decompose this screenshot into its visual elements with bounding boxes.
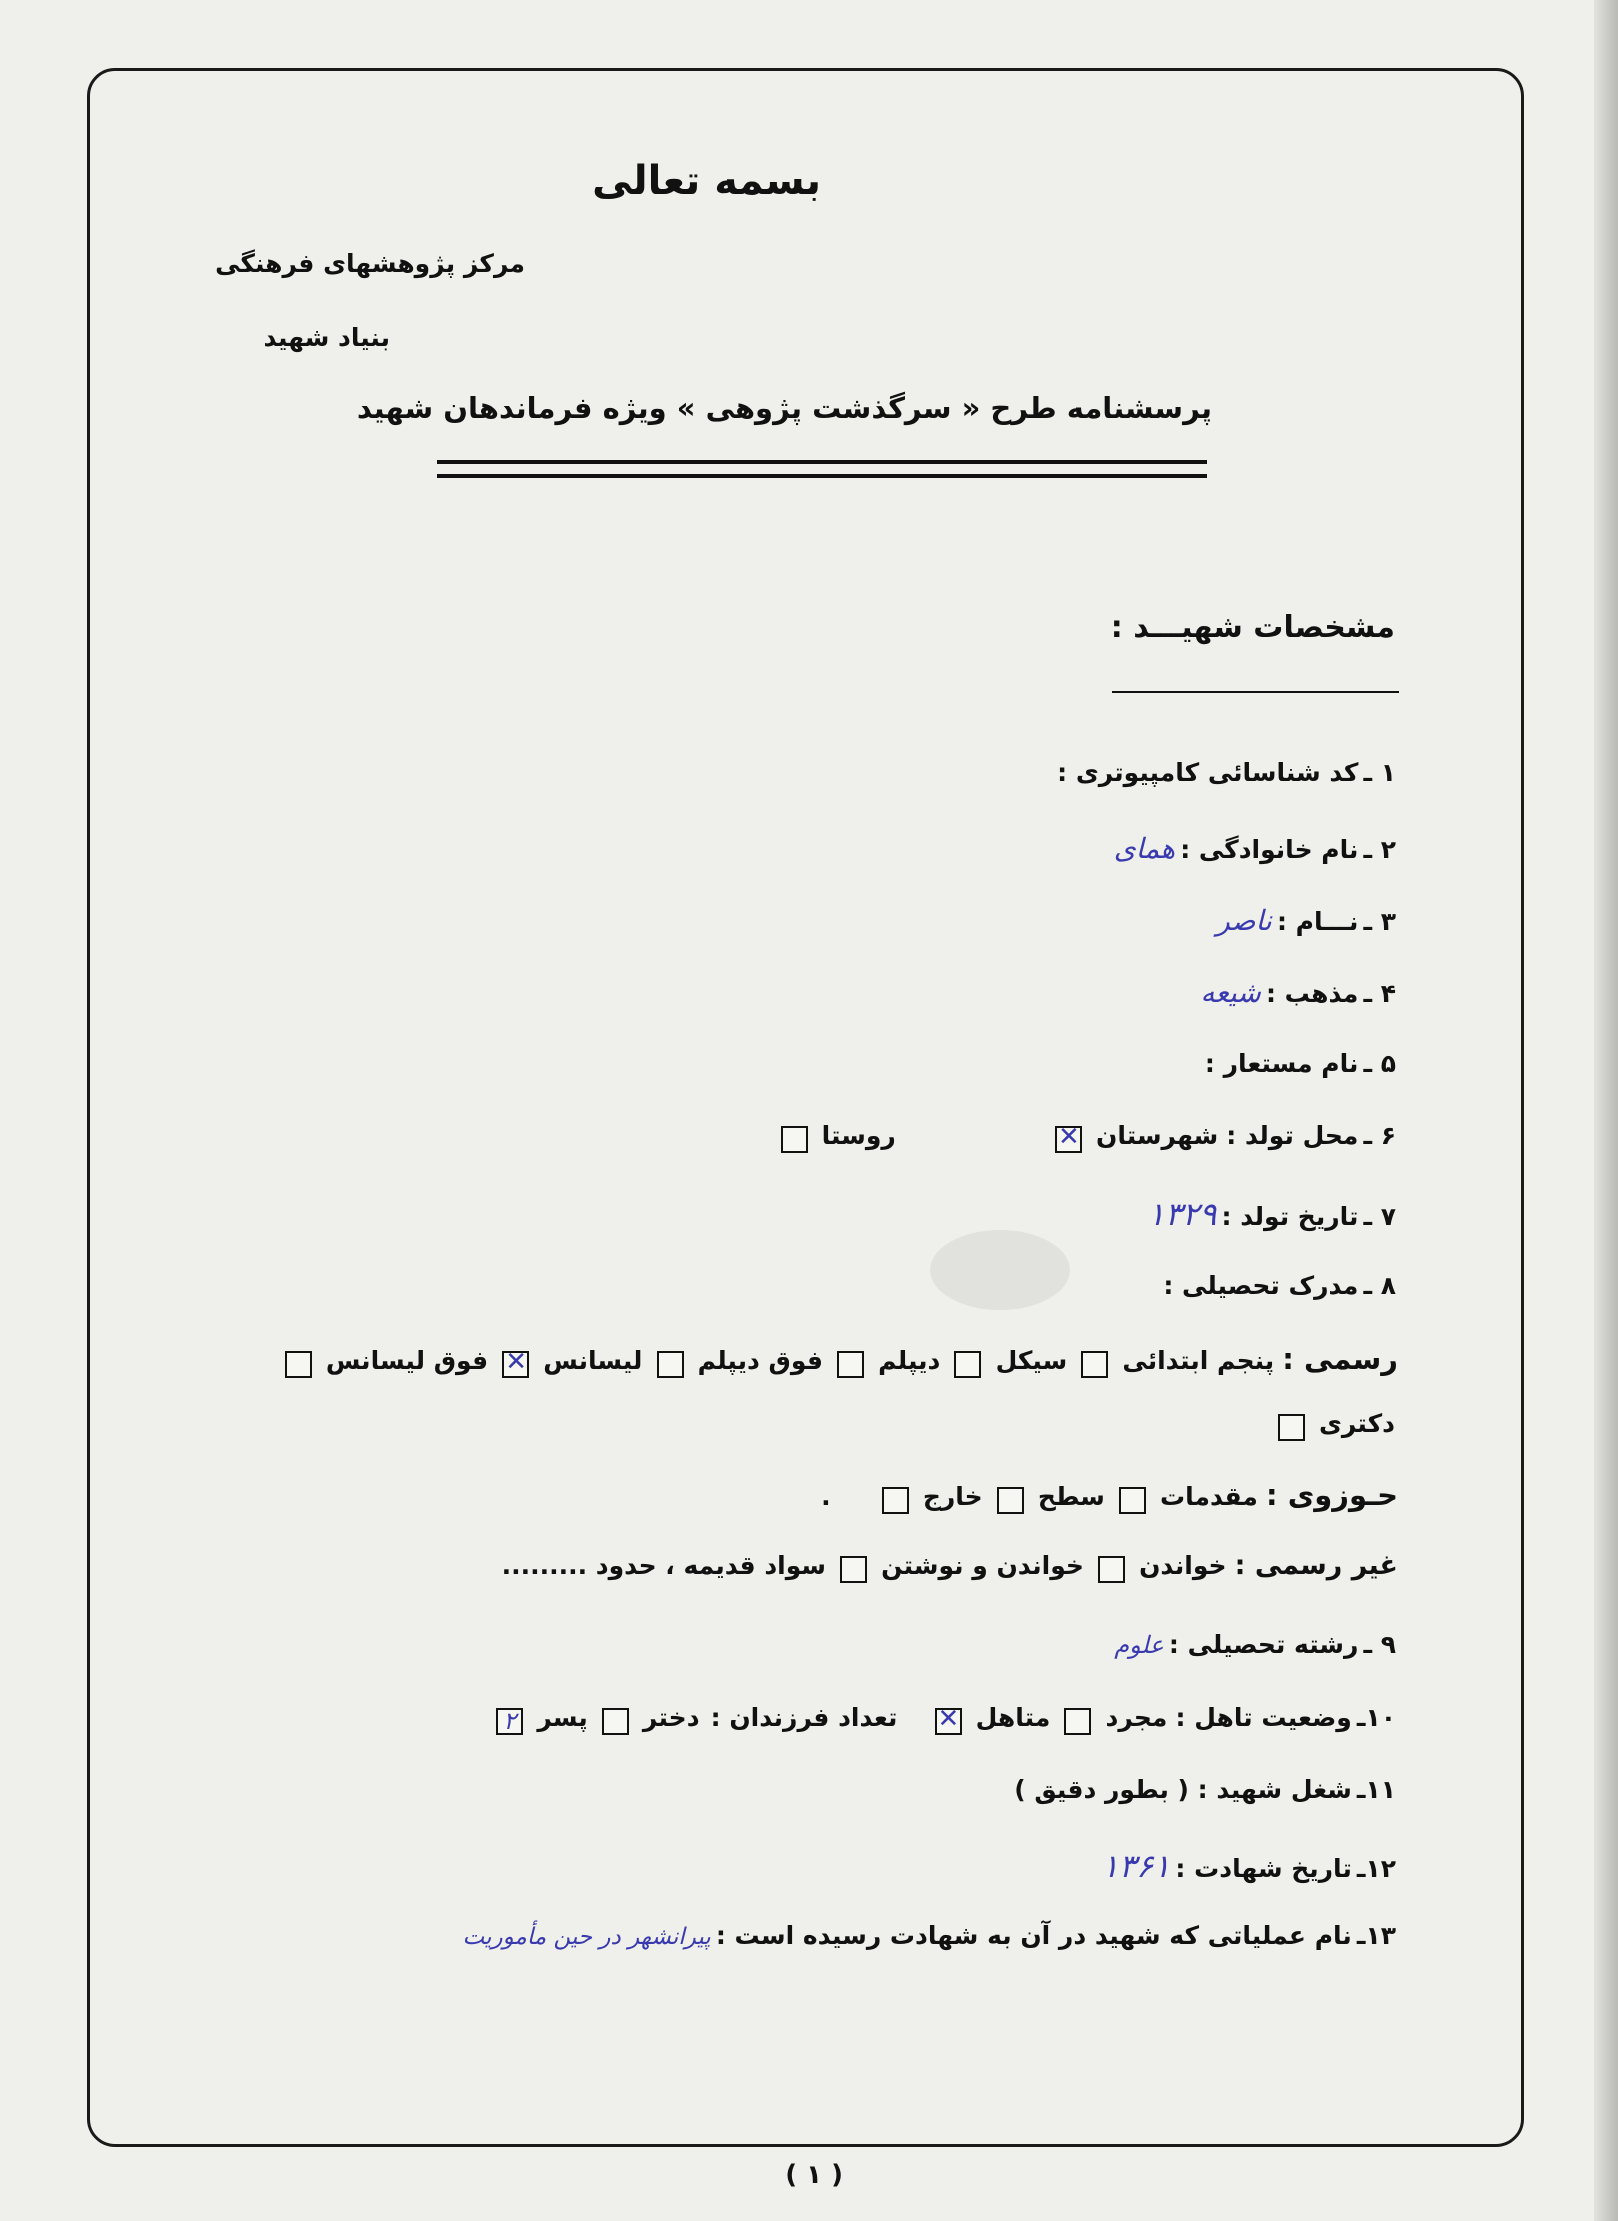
option-label-single: مجرد: [1105, 1703, 1168, 1732]
field-number: ۱ ـ: [1363, 758, 1396, 787]
family-name-value[interactable]: هماى: [1113, 832, 1176, 865]
option-label-advanced: خارج: [922, 1482, 983, 1511]
option-label-introductory: مقدمات: [1160, 1482, 1258, 1511]
religion-value[interactable]: شیعه: [1200, 976, 1261, 1009]
formal-education-row: [279, 1342, 1398, 1378]
field-label: شغل شهید : ( بطور دقیق ): [1014, 1775, 1352, 1804]
field-label: کد شناسائی کامپیوتری :: [1057, 758, 1359, 787]
org-name-research-center: مرکز پژوهشهای فرهنگی: [215, 249, 525, 278]
section-rule: [1112, 691, 1399, 693]
field-label: محل تولد :: [1226, 1121, 1359, 1150]
field-birth-date: [1148, 1195, 1396, 1233]
informal-label: غیر رسمی :: [1234, 1550, 1398, 1581]
field-first-name: [1216, 904, 1396, 937]
seminary-label: حـوزوی :: [1266, 1478, 1398, 1512]
birth-date-value[interactable]: ۱۳۲۹: [1147, 1195, 1217, 1233]
checkbox-intermediate[interactable]: [997, 1487, 1024, 1514]
checkbox-introductory[interactable]: [1119, 1487, 1146, 1514]
checkbox-master[interactable]: [285, 1351, 312, 1378]
field-number: ۲ ـ: [1363, 835, 1396, 864]
field-religion: [1200, 976, 1396, 1009]
page-edge: [1594, 0, 1618, 2221]
field-label: رشته تحصیلی :: [1168, 1630, 1359, 1659]
field-number: ۸ ـ: [1363, 1271, 1396, 1300]
field-birthplace: [775, 1121, 1396, 1153]
field-number: ۶ ـ: [1363, 1121, 1396, 1150]
org-name-martyr-foundation: بنیاد شهید: [263, 323, 390, 352]
option-label-reading-writing: خواندن و نوشتن: [881, 1551, 1084, 1580]
option-label-village: روستا: [821, 1121, 896, 1150]
field-number: ۴ ـ: [1363, 979, 1396, 1008]
checkbox-married[interactable]: [935, 1708, 962, 1735]
seminary-trail: .: [821, 1482, 831, 1511]
doctorate-row: [1272, 1409, 1398, 1441]
field-occupation: [1014, 1775, 1396, 1804]
martyrdom-date-value[interactable]: ۱۳۶۱: [1101, 1847, 1171, 1885]
field-number: ۹ ـ: [1363, 1630, 1396, 1659]
checkbox-advanced[interactable]: [882, 1487, 909, 1514]
option-label-city: شهرستان: [1096, 1121, 1219, 1150]
field-label: وضعیت تاهل :: [1175, 1703, 1352, 1732]
field-education: [1163, 1271, 1396, 1300]
form-title: پرسشنامه طرح « سرگذشت پژوهی » ویژه فرماندهان شهید: [356, 391, 1212, 425]
children-label: تعداد فرزندان :: [710, 1703, 898, 1732]
option-label-associate: فوق دیپلم: [697, 1346, 823, 1375]
field-number: ۱۰ـ: [1356, 1703, 1396, 1732]
son-count-box[interactable]: ۲: [496, 1708, 523, 1735]
checkbox-daughter[interactable]: [602, 1708, 629, 1735]
field-martyrdom-date: [1102, 1847, 1396, 1885]
field-label: نـــام :: [1276, 907, 1359, 936]
operation-name-value[interactable]: پیرانشهر در حین مأموریت: [462, 1924, 711, 1950]
checkbox-bachelor[interactable]: [502, 1351, 529, 1378]
option-label-daughter: دختر: [642, 1703, 700, 1732]
form-frame: [87, 68, 1524, 2147]
field-label: تاریخ تولد :: [1221, 1202, 1359, 1231]
section-title: مشخصات شهیـــد :: [1110, 610, 1395, 645]
seminary-education-row: [818, 1478, 1398, 1514]
field-label: نام خانوادگی :: [1180, 835, 1359, 864]
field-computer-id: [1057, 758, 1396, 787]
field-number: ۱۲ـ: [1356, 1854, 1396, 1883]
field-label: نام عملیاتی که شهید در آن به شهادت رسیده است :: [715, 1921, 1352, 1950]
field-label: مدرک تحصیلی :: [1163, 1271, 1359, 1300]
field-alias: [1205, 1049, 1396, 1078]
checkbox-cycle[interactable]: [954, 1351, 981, 1378]
option-label-bachelor: لیسانس: [543, 1346, 643, 1375]
field-number: ۱۱ـ: [1356, 1775, 1396, 1804]
option-label-intermediate: سطح: [1037, 1482, 1105, 1511]
checkbox-reading[interactable]: [1098, 1556, 1125, 1583]
option-label-old-literacy: سواد قدیمه ، حدود .........: [501, 1551, 826, 1580]
formal-label: رسمی :: [1282, 1342, 1398, 1376]
option-label-doctorate: دکتری: [1318, 1409, 1395, 1438]
checkbox-city[interactable]: [1055, 1126, 1082, 1153]
study-major-value[interactable]: علوم: [1114, 1631, 1164, 1659]
field-marital-status: [490, 1703, 1396, 1735]
basmala-title: بسمه تعالی: [592, 158, 821, 204]
checkbox-village[interactable]: [781, 1126, 808, 1153]
option-label-master: فوق لیسانس: [325, 1346, 489, 1375]
field-family-name: [1114, 832, 1396, 865]
field-number: ۷ ـ: [1363, 1202, 1396, 1231]
option-label-married: متاهل: [975, 1703, 1051, 1732]
checkbox-reading-writing[interactable]: [840, 1556, 867, 1583]
page-number: ( ۱ ): [785, 2160, 843, 2190]
field-number: ۳ ـ: [1363, 907, 1396, 936]
option-label-cycle: سیکل: [995, 1346, 1068, 1375]
field-operation-name: [463, 1921, 1396, 1950]
first-name-value[interactable]: ناصر: [1216, 904, 1272, 937]
option-label-son: پسر: [537, 1703, 588, 1732]
option-label-primary: پنجم ابتدائی: [1122, 1346, 1275, 1375]
field-study-major: [1114, 1630, 1396, 1659]
field-label: مذهب :: [1265, 979, 1359, 1008]
checkbox-single[interactable]: [1064, 1708, 1091, 1735]
checkbox-associate[interactable]: [657, 1351, 684, 1378]
checkbox-diploma[interactable]: [837, 1351, 864, 1378]
field-number: ۱۳ـ: [1356, 1921, 1396, 1950]
informal-education-row: [499, 1550, 1398, 1583]
option-label-reading: خواندن: [1139, 1551, 1227, 1580]
field-label: نام مستعار :: [1204, 1049, 1359, 1078]
checkbox-doctorate[interactable]: [1278, 1414, 1305, 1441]
field-label: تاریخ شهادت :: [1175, 1854, 1352, 1883]
checkbox-primary[interactable]: [1081, 1351, 1108, 1378]
field-number: ۵ ـ: [1363, 1049, 1396, 1078]
option-label-diploma: دیپلم: [878, 1346, 941, 1375]
title-rule-bottom: [437, 474, 1207, 478]
title-rule-top: [437, 460, 1207, 464]
